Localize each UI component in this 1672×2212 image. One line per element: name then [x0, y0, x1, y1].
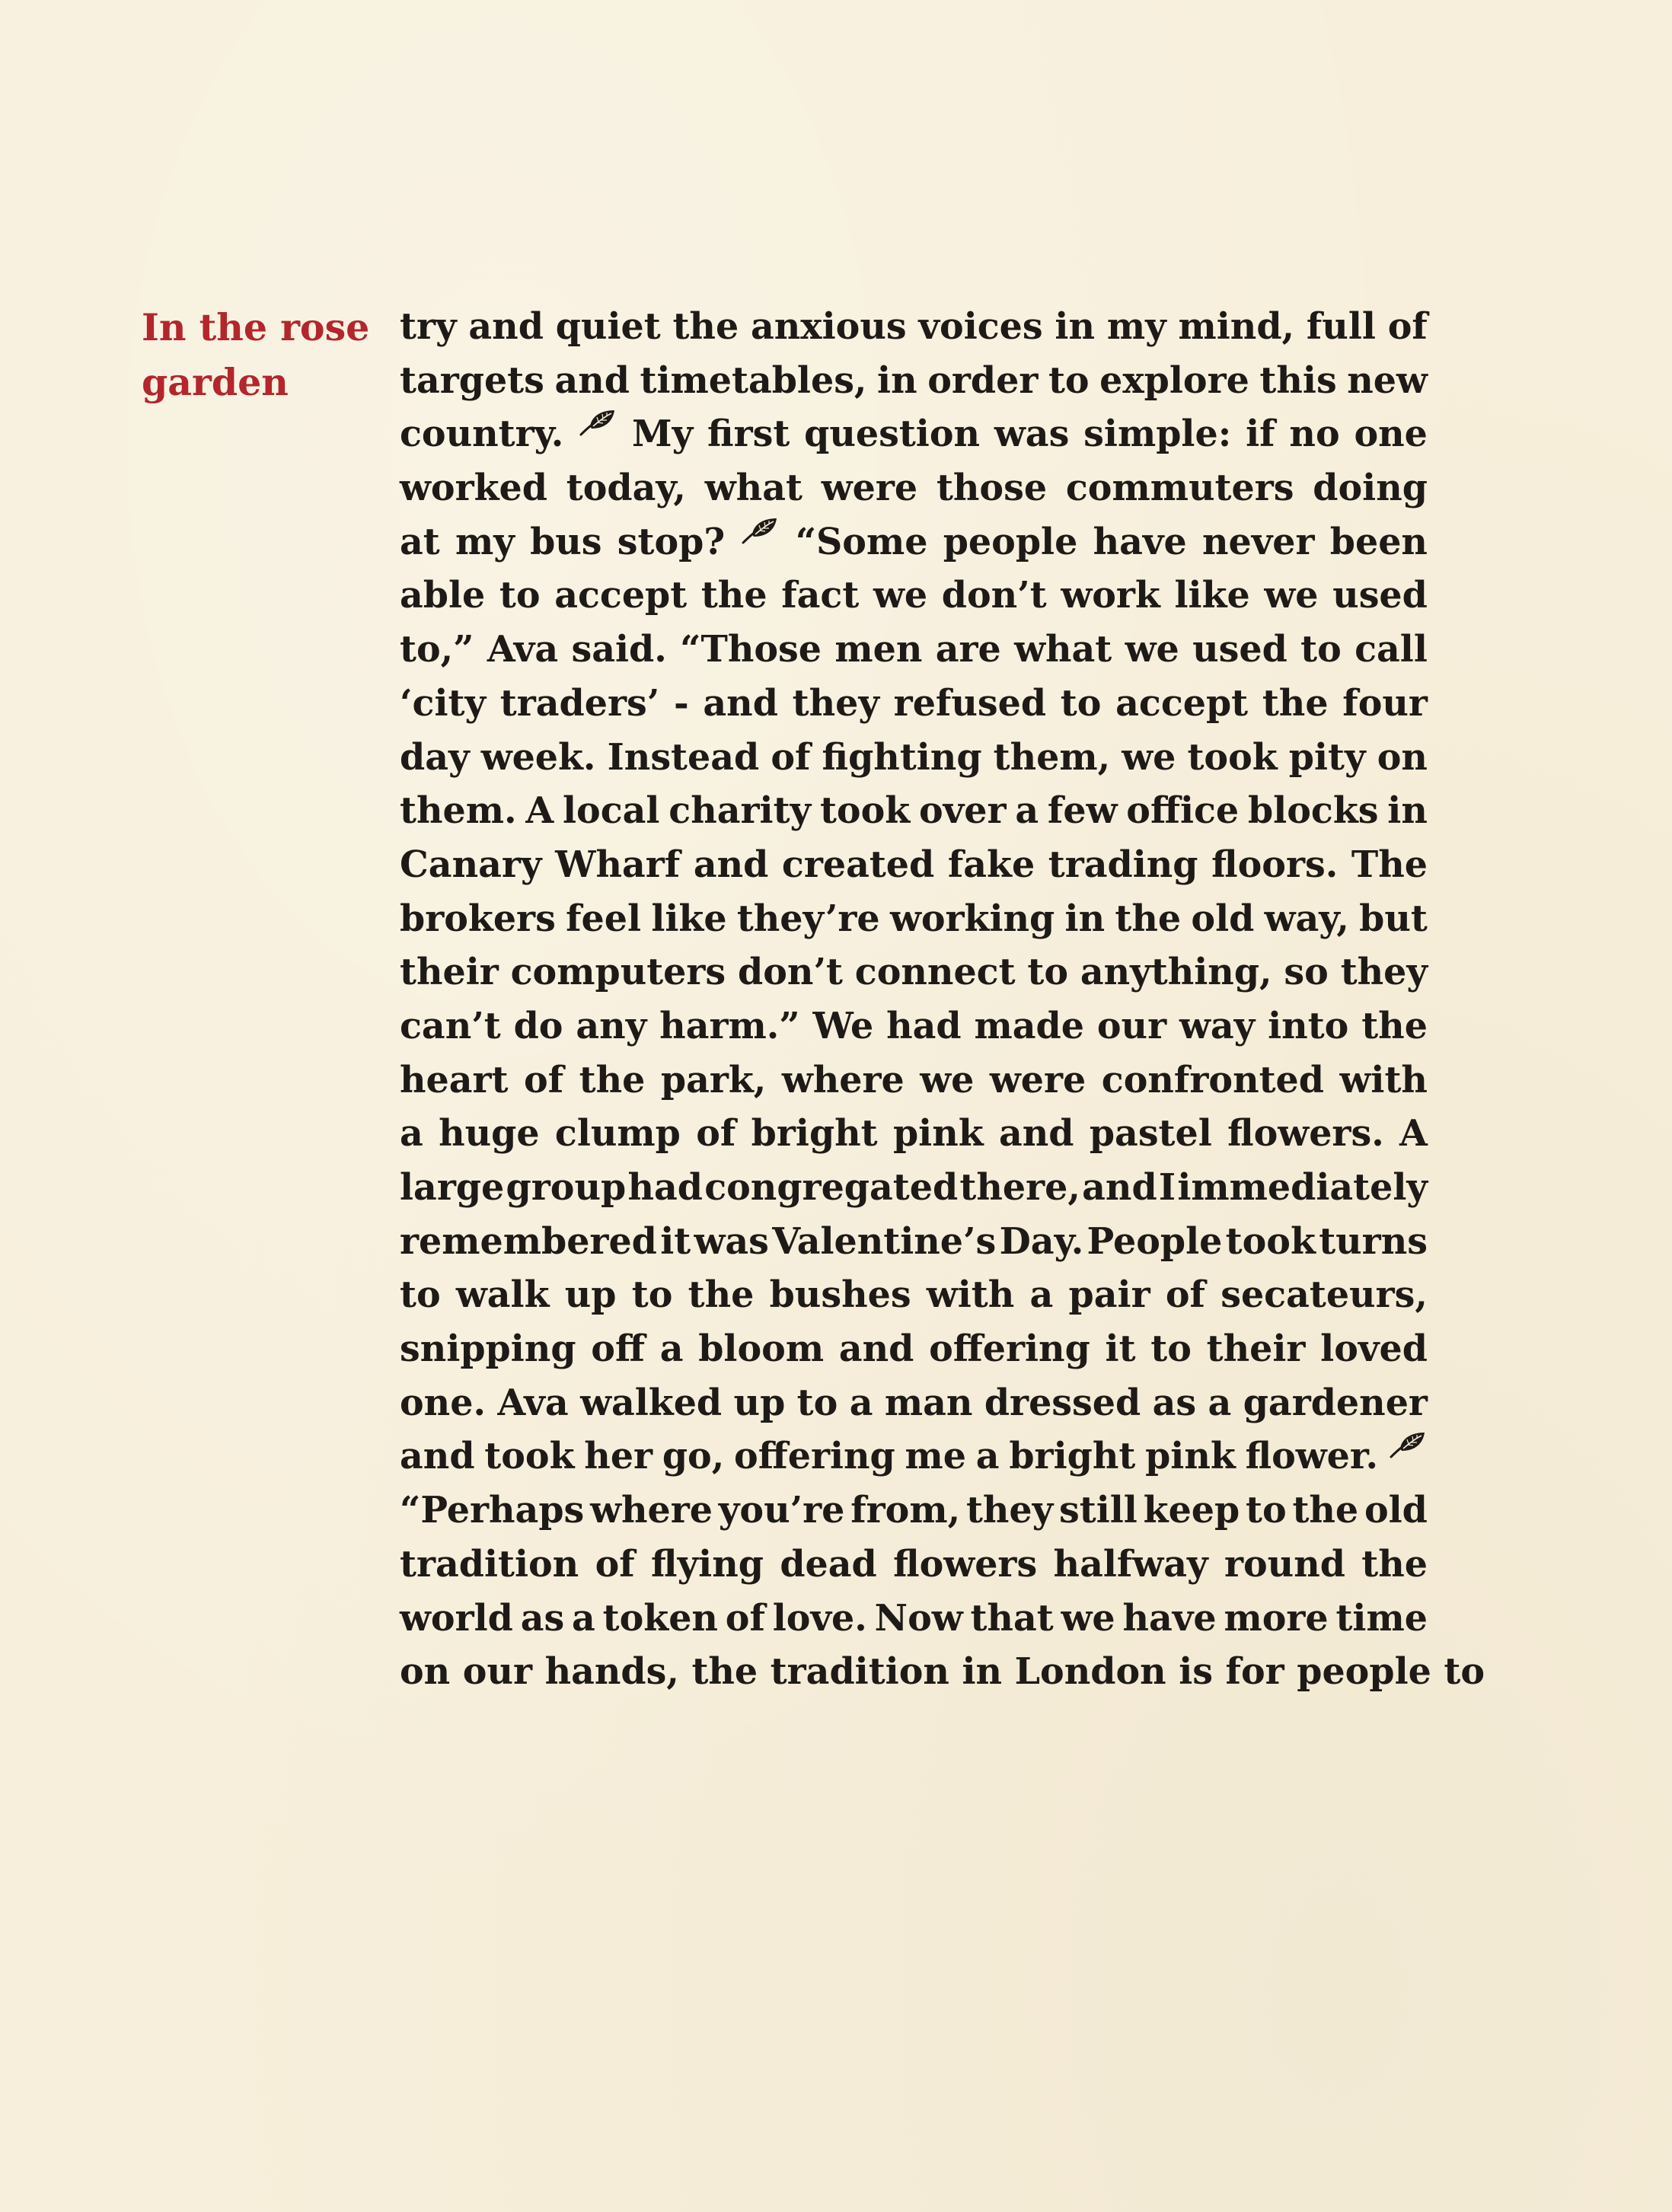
word: voices	[918, 305, 1043, 348]
word: simple:	[1083, 413, 1232, 456]
body-line	[400, 1268, 1428, 1322]
word: you’re	[718, 1489, 845, 1532]
word: snipping	[400, 1328, 576, 1371]
word: used	[1192, 628, 1288, 671]
body-line	[400, 354, 1428, 408]
word: people	[943, 520, 1078, 563]
word: had	[627, 1166, 703, 1209]
word: any	[576, 1004, 647, 1047]
word: a	[1015, 789, 1039, 833]
word: call	[1355, 628, 1428, 671]
body-text	[400, 300, 1485, 1699]
word: but	[1359, 897, 1428, 940]
word: to	[1444, 1650, 1485, 1694]
word: fake	[947, 843, 1035, 886]
word: to	[1027, 951, 1069, 994]
word: me	[905, 1435, 967, 1478]
word: what	[1014, 628, 1112, 671]
word: Instead	[607, 735, 760, 779]
word: used	[1332, 574, 1428, 617]
word: to	[499, 574, 541, 617]
word: way	[1179, 1004, 1256, 1047]
word: A	[525, 789, 554, 833]
leaf-icon	[740, 515, 780, 546]
word: pink	[1145, 1435, 1236, 1478]
body-line	[400, 892, 1428, 946]
word: four	[1342, 681, 1428, 725]
word: secateurs,	[1220, 1273, 1428, 1317]
word: in	[962, 1650, 1003, 1694]
word: took	[1187, 735, 1278, 779]
word: man	[884, 1381, 973, 1424]
word: to	[400, 1273, 441, 1317]
word: and	[1082, 1166, 1157, 1209]
word: huge	[439, 1112, 540, 1155]
word: clump	[554, 1112, 681, 1155]
word: Wharf	[555, 843, 681, 886]
word: large	[400, 1166, 505, 1209]
word: we	[1264, 574, 1319, 617]
margin-note-line: garden	[142, 360, 289, 404]
word: in	[1387, 789, 1428, 833]
word: on	[400, 1650, 451, 1694]
word: to	[631, 1273, 673, 1317]
word: don’t	[941, 574, 1047, 617]
word: were	[989, 1058, 1086, 1101]
word: halfway	[1053, 1542, 1208, 1586]
word: took	[484, 1435, 575, 1478]
word: new	[1347, 359, 1428, 402]
word: flowers	[893, 1542, 1038, 1586]
word: it	[660, 1219, 691, 1263]
word: flower.	[1245, 1435, 1379, 1478]
body-line	[400, 945, 1428, 999]
word: took	[1225, 1219, 1316, 1263]
word: quiet	[555, 305, 661, 348]
word: ‘city	[400, 681, 487, 725]
word: stop?	[617, 520, 726, 563]
body-line	[400, 1538, 1428, 1592]
word: gardener	[1243, 1381, 1428, 1424]
word: to	[1048, 359, 1090, 402]
body-line	[400, 407, 1428, 461]
word: men	[834, 628, 923, 671]
leaf-icon	[1388, 1430, 1428, 1460]
word: immediately	[1177, 1166, 1428, 1209]
word: People	[1086, 1219, 1223, 1263]
word: few	[1047, 789, 1118, 833]
word: targets	[400, 359, 544, 402]
word: and	[468, 305, 544, 348]
word: like	[1174, 574, 1250, 617]
word: blocks	[1247, 789, 1379, 833]
word: bus	[530, 520, 602, 563]
word: a	[659, 1328, 684, 1371]
word: offering	[734, 1435, 895, 1478]
word: and	[838, 1328, 914, 1371]
word: with	[926, 1273, 1015, 1317]
body-line	[400, 1430, 1428, 1484]
body-line	[400, 515, 1428, 569]
body-line	[400, 1592, 1428, 1646]
word: keep	[1143, 1489, 1240, 1532]
word: park,	[660, 1058, 767, 1101]
body-line	[400, 300, 1428, 354]
word: A	[1399, 1112, 1428, 1155]
word: in	[1055, 305, 1096, 348]
word: the	[1262, 681, 1329, 725]
word: of	[725, 1596, 765, 1640]
word: day	[400, 735, 470, 779]
word: of	[595, 1542, 635, 1586]
word: the	[691, 1650, 758, 1694]
word: where	[781, 1058, 905, 1101]
word: as	[1152, 1381, 1197, 1424]
word: more	[1224, 1596, 1329, 1640]
word: still	[1059, 1489, 1138, 1532]
word: loved	[1320, 1328, 1428, 1371]
body-line	[400, 1107, 1428, 1161]
word: up	[564, 1273, 617, 1317]
word: this	[1259, 359, 1337, 402]
word: the	[1361, 1004, 1428, 1047]
word: a	[849, 1381, 873, 1424]
word: Ava	[497, 1381, 569, 1424]
word: way,	[1264, 897, 1349, 940]
body-line	[400, 731, 1428, 785]
word: they	[1340, 951, 1428, 994]
body-line	[400, 1376, 1428, 1430]
word: the	[1292, 1489, 1359, 1532]
word: one	[1354, 413, 1428, 456]
word: -	[673, 681, 689, 725]
word: Canary	[400, 843, 542, 886]
word: we	[1122, 735, 1176, 779]
word: in	[1064, 897, 1106, 940]
word: and	[998, 1112, 1074, 1155]
word: they’re	[736, 897, 880, 940]
word: and	[400, 1435, 475, 1478]
word: said.	[571, 628, 667, 671]
word: made	[974, 1004, 1084, 1047]
word: harm.”	[659, 1004, 800, 1047]
word: I	[1158, 1166, 1176, 1209]
word: fighting	[822, 735, 982, 779]
word: from,	[850, 1489, 961, 1532]
word: is	[1179, 1650, 1213, 1694]
word: was	[994, 413, 1070, 456]
word: traders’	[499, 681, 660, 725]
word: token	[602, 1596, 718, 1640]
body-line	[400, 677, 1428, 731]
word: time	[1335, 1596, 1428, 1640]
word: fact	[781, 574, 860, 617]
word: tradition	[400, 1542, 579, 1586]
word: week.	[480, 735, 596, 779]
word: for	[1225, 1650, 1284, 1694]
word: up	[733, 1381, 786, 1424]
word: work	[1061, 574, 1160, 617]
word: dressed	[984, 1381, 1141, 1424]
word: to	[1150, 1328, 1192, 1371]
word: we	[1061, 1596, 1115, 1640]
word: as	[520, 1596, 565, 1640]
word: them,	[993, 735, 1111, 779]
word: our	[462, 1650, 533, 1694]
word: old	[1191, 897, 1255, 940]
word: able	[400, 574, 486, 617]
word: accept	[554, 574, 688, 617]
word: “Perhaps	[400, 1489, 585, 1532]
word: pity	[1288, 735, 1366, 779]
word: order	[927, 359, 1039, 402]
word: with	[1339, 1058, 1428, 1101]
word: working	[889, 897, 1055, 940]
word: Ava	[487, 628, 559, 671]
word: been	[1329, 520, 1428, 563]
word: congregated	[704, 1166, 959, 1209]
word: love.	[772, 1596, 867, 1640]
word: remembered	[400, 1219, 657, 1263]
word: first	[707, 413, 790, 456]
word: her	[584, 1435, 653, 1478]
word: floors.	[1211, 843, 1339, 886]
word: they	[792, 681, 879, 725]
word: hands,	[544, 1650, 679, 1694]
body-line	[400, 1053, 1428, 1108]
word: accept	[1115, 681, 1249, 725]
word: of	[771, 735, 811, 779]
word: of	[1165, 1273, 1205, 1317]
word: dead	[780, 1542, 877, 1586]
word: have	[1093, 520, 1187, 563]
word: “Some	[795, 520, 928, 563]
word: to	[1060, 681, 1102, 725]
word: to	[1300, 628, 1342, 671]
body-line	[400, 1161, 1428, 1215]
body-line	[400, 1322, 1428, 1376]
word: to,”	[400, 628, 474, 671]
word: people	[1297, 1650, 1431, 1694]
word: no	[1289, 413, 1340, 456]
word: brokers	[400, 897, 556, 940]
word: bloom	[698, 1328, 825, 1371]
word: tradition	[770, 1650, 949, 1694]
word: pastel	[1089, 1112, 1212, 1155]
word: old	[1364, 1489, 1428, 1532]
word: bright	[751, 1112, 878, 1155]
word: confronted	[1101, 1058, 1324, 1101]
word: we	[1125, 628, 1179, 671]
word: was	[694, 1219, 769, 1263]
word: their	[400, 951, 499, 994]
word: of	[696, 1112, 736, 1155]
word: feel	[566, 897, 642, 940]
body-line	[400, 784, 1428, 838]
word: walked	[580, 1381, 723, 1424]
word: over	[918, 789, 1007, 833]
body-line	[400, 1645, 1485, 1699]
word: My	[632, 413, 694, 456]
word: never	[1201, 520, 1315, 563]
word: the	[700, 574, 767, 617]
word: took	[819, 789, 911, 833]
word: trading	[1048, 843, 1198, 886]
word: flying	[651, 1542, 764, 1586]
word: there,	[959, 1166, 1080, 1209]
word: The	[1351, 843, 1428, 886]
word: it	[1105, 1328, 1136, 1371]
word: question	[804, 413, 981, 456]
word: a	[975, 1435, 1000, 1478]
word: into	[1268, 1004, 1349, 1047]
word: and	[554, 359, 630, 402]
word: don’t	[738, 951, 843, 994]
leaf-icon	[578, 407, 617, 438]
word: office	[1126, 789, 1240, 833]
word: Day.	[999, 1219, 1084, 1263]
word: my	[455, 520, 515, 563]
word: go,	[662, 1435, 725, 1478]
word: group	[506, 1166, 627, 1209]
body-line	[400, 999, 1428, 1053]
word: like	[651, 897, 727, 940]
word: a	[1208, 1381, 1232, 1424]
word: on	[1377, 735, 1428, 779]
word: world	[400, 1596, 513, 1640]
word: so	[1284, 951, 1329, 994]
word: them.	[400, 789, 517, 833]
word: they	[965, 1489, 1054, 1532]
word: and	[703, 681, 778, 725]
word: one.	[400, 1381, 486, 1424]
word: a	[400, 1112, 423, 1155]
word: refused	[893, 681, 1047, 725]
margin-note	[142, 300, 370, 410]
body-line	[400, 461, 1428, 515]
margin-note-line: In the rose	[142, 305, 370, 349]
word: and	[693, 843, 769, 886]
word: those	[936, 467, 1048, 510]
word: their	[1206, 1328, 1306, 1371]
word: Now	[874, 1596, 963, 1640]
word: try	[400, 305, 457, 348]
word: a	[572, 1596, 595, 1640]
word: pair	[1068, 1273, 1150, 1317]
word: walk	[455, 1273, 550, 1317]
word: we	[873, 574, 928, 617]
word: had	[886, 1004, 962, 1047]
body-line	[400, 623, 1428, 677]
body-line	[400, 1484, 1428, 1538]
word: full	[1306, 305, 1376, 348]
word: connect	[854, 951, 1016, 994]
word: today,	[566, 467, 686, 510]
word: London	[1014, 1650, 1166, 1694]
word: local	[562, 789, 660, 833]
word: bushes	[769, 1273, 911, 1317]
word: have	[1122, 1596, 1217, 1640]
word: round	[1224, 1542, 1345, 1586]
word: heart	[400, 1058, 509, 1101]
word: offering	[929, 1328, 1090, 1371]
word: the	[579, 1058, 646, 1101]
body-line	[400, 1215, 1428, 1269]
word: worked	[400, 467, 547, 510]
word: of	[524, 1058, 564, 1101]
body-line	[400, 569, 1428, 623]
word: bright	[1009, 1435, 1136, 1478]
word: created	[781, 843, 935, 886]
word: my	[1106, 305, 1166, 348]
word: our	[1096, 1004, 1167, 1047]
word: if	[1246, 413, 1275, 456]
word: what	[704, 467, 802, 510]
word: anything,	[1080, 951, 1272, 994]
word: were	[821, 467, 918, 510]
word: where	[590, 1489, 713, 1532]
body-line	[400, 838, 1428, 892]
word: computers	[510, 951, 726, 994]
word: do	[513, 1004, 563, 1047]
word: off	[591, 1328, 645, 1371]
word: timetables,	[640, 359, 867, 402]
word: the	[688, 1273, 755, 1317]
word: a	[1029, 1273, 1054, 1317]
word: are	[935, 628, 1001, 671]
word: flowers.	[1227, 1112, 1384, 1155]
word: country.	[400, 413, 564, 456]
word: Valentine’s	[772, 1219, 997, 1263]
word: charity	[668, 789, 812, 833]
word: in	[877, 359, 917, 402]
word: turns	[1319, 1219, 1428, 1263]
word: We	[812, 1004, 874, 1047]
word: pink	[892, 1112, 984, 1155]
word: anxious	[750, 305, 907, 348]
word: to	[1246, 1489, 1287, 1532]
word: doing	[1313, 467, 1428, 510]
word: explore	[1099, 359, 1249, 402]
word: the	[1115, 897, 1182, 940]
word: at	[400, 520, 440, 563]
word: the	[672, 305, 739, 348]
word: can’t	[400, 1004, 501, 1047]
word: “Those	[680, 628, 822, 671]
word: to	[796, 1381, 838, 1424]
word: of	[1387, 305, 1428, 348]
word: commuters	[1065, 467, 1294, 510]
word: mind,	[1178, 305, 1295, 348]
word: we	[920, 1058, 975, 1101]
word: that	[970, 1596, 1054, 1640]
word: the	[1361, 1542, 1428, 1586]
